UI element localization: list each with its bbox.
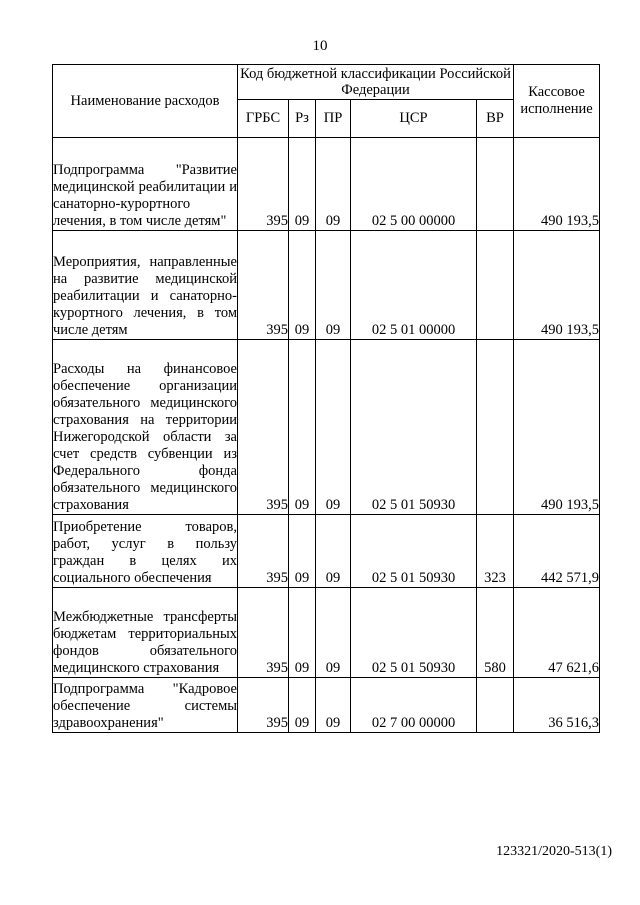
budget-table [52, 64, 600, 733]
document-code: 123321/2020-513(1) [496, 844, 612, 859]
row-name: Подпрограмма "Кадровое обеспечение системы здравоохранения" [53, 678, 238, 733]
row-vr: 323 [477, 515, 514, 588]
row-pr: 09 [316, 515, 351, 588]
row-grbs: 395 [238, 138, 289, 231]
row-grbs: 395 [238, 231, 289, 340]
row-vr [477, 231, 514, 340]
row-name: Расходы на финансовое обеспечение организации обязательного медицинского страхования на территории Нижегородской области за счет средств субвенции из Федерального фонда обязательного медицинского страхования [53, 340, 238, 515]
row-pr: 09 [316, 138, 351, 231]
row-rz: 09 [289, 588, 316, 678]
row-amount: 490 193,5 [514, 340, 600, 515]
table-row [53, 138, 600, 231]
header-rz: Рз [289, 100, 316, 138]
header-name: Наименование расходов [53, 65, 238, 138]
row-csr: 02 5 01 00000 [351, 231, 477, 340]
row-amount: 47 621,6 [514, 588, 600, 678]
row-amount: 490 193,5 [514, 138, 600, 231]
row-amount: 442 571,9 [514, 515, 600, 588]
row-pr: 09 [316, 231, 351, 340]
row-name: Приобретение товаров, работ, услуг в пользу граждан в целях их социального обеспечения [53, 515, 238, 588]
row-grbs: 395 [238, 588, 289, 678]
row-name: Мероприятия, направленные на развитие медицинской реабилитации и санаторно-курортного лечения, в том числе детям [53, 231, 238, 340]
row-rz: 09 [289, 678, 316, 733]
row-amount: 36 516,3 [514, 678, 600, 733]
table-row [53, 515, 600, 588]
row-grbs: 395 [238, 515, 289, 588]
row-pr: 09 [316, 340, 351, 515]
table-row [53, 588, 600, 678]
header-row-top [53, 65, 600, 100]
row-grbs: 395 [238, 340, 289, 515]
header-grbs: ГРБС [238, 100, 289, 138]
row-vr: 580 [477, 588, 514, 678]
header-pr: ПР [316, 100, 351, 138]
row-rz: 09 [289, 138, 316, 231]
row-pr: 09 [316, 588, 351, 678]
header-vr: ВР [477, 100, 514, 138]
table-row [53, 340, 600, 515]
table-row [53, 231, 600, 340]
row-csr: 02 5 01 50930 [351, 588, 477, 678]
header-kassa: Кассовое исполнение [514, 65, 600, 138]
row-name: Подпрограмма "Развитие медицинской реабилитации и санаторно-курортного лечения, в том числе детям" [53, 138, 238, 231]
row-csr: 02 7 00 00000 [351, 678, 477, 733]
row-csr: 02 5 01 50930 [351, 515, 477, 588]
row-vr [477, 340, 514, 515]
row-pr: 09 [316, 678, 351, 733]
row-vr [477, 138, 514, 231]
row-csr: 02 5 00 00000 [351, 138, 477, 231]
row-rz: 09 [289, 340, 316, 515]
row-csr: 02 5 01 50930 [351, 340, 477, 515]
header-code-group: Код бюджетной классификации Российской Федерации [238, 65, 514, 100]
row-rz: 09 [289, 515, 316, 588]
row-vr [477, 678, 514, 733]
header-csr: ЦСР [351, 100, 477, 138]
row-grbs: 395 [238, 678, 289, 733]
row-name: Межбюджетные трансферты бюджетам территориальных фондов обязательного медицинского страхования [53, 588, 238, 678]
row-amount: 490 193,5 [514, 231, 600, 340]
page-number: 10 [312, 38, 328, 54]
table-row [53, 678, 600, 733]
row-rz: 09 [289, 231, 316, 340]
